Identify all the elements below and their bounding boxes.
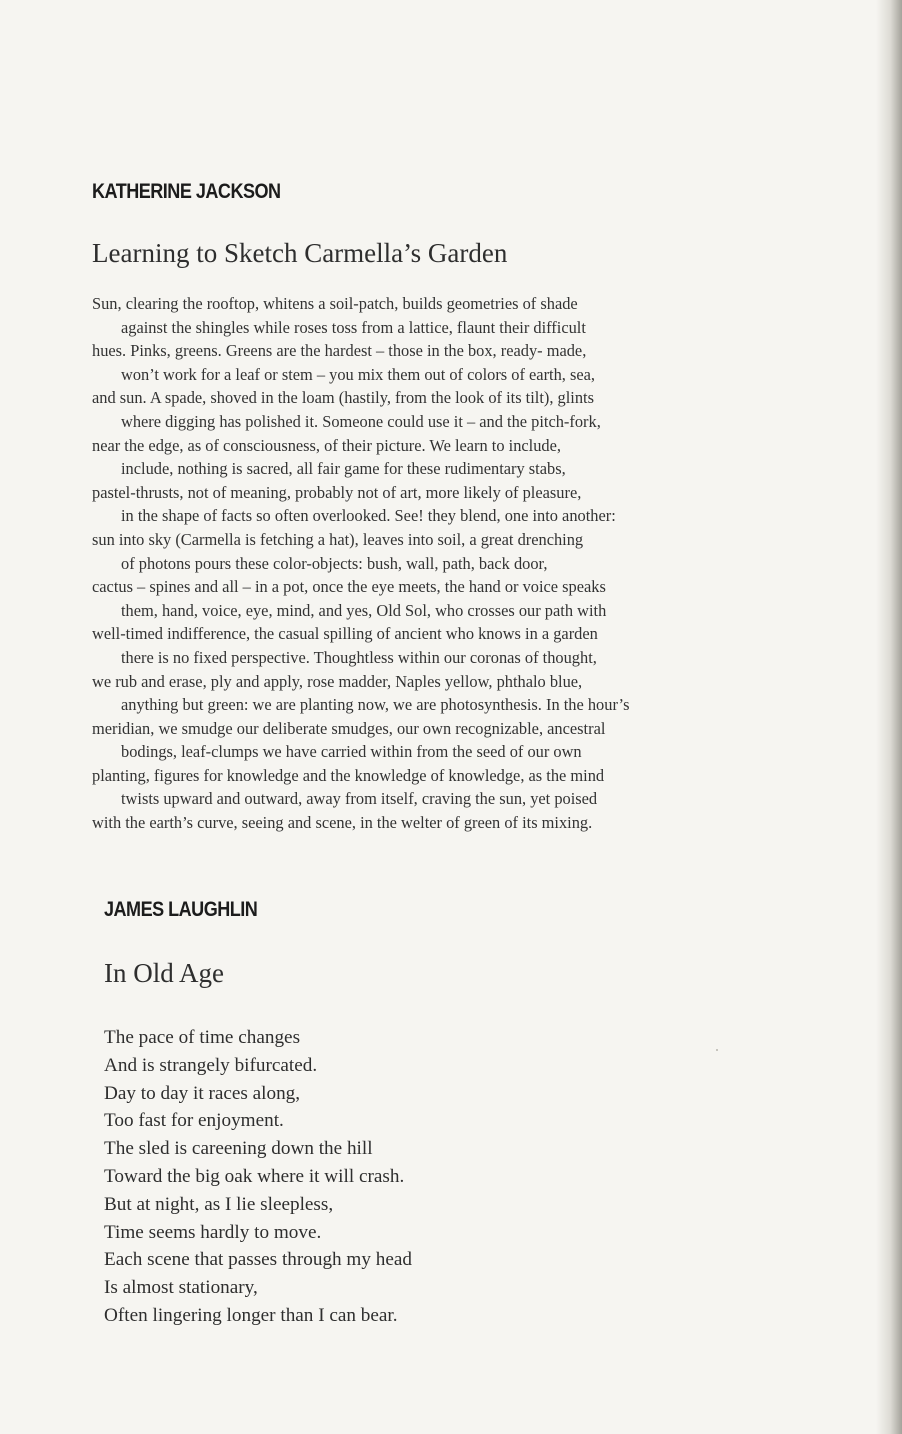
poem-line: we rub and erase, ply and apply, rose madder, Naples yellow, phthalo blue, <box>92 671 583 691</box>
poem-line: and sun. A spade, shoved in the loam (hastily, from the look of its tilt), glints <box>92 388 594 408</box>
poem-line: But at night, as I lie sleepless, <box>104 1193 334 1215</box>
poem-line: in the shape of facts so often overlooked. See! they blend, one into another: <box>121 506 616 526</box>
poem-line: sun into sky (Carmella is fetching a hat), leaves into soil, a great drenching <box>92 529 584 549</box>
poem-line: Sun, clearing the rooftop, whitens a soil-patch, builds geometries of shade <box>92 294 578 313</box>
poem-line: planting, figures for knowledge and the knowledge of knowledge, as the mind <box>92 765 605 785</box>
poem-line: won’t work for a leaf or stem – you mix them out of colors of earth, sea, <box>121 364 595 384</box>
poem-line: cactus – spines and all – in a pot, once the eye meets, the hand or voice speaks <box>92 577 606 597</box>
poem-author: KATHERINE JACKSON <box>92 180 281 203</box>
poem-body <box>104 1024 412 1330</box>
poem-line: with the earth’s curve, seeing and scene, in the welter of green of its mixing. <box>92 813 593 833</box>
poem-line: them, hand, voice, eye, mind, and yes, Old Sol, who crosses our path with <box>121 600 607 620</box>
poem-line: hues. Pinks, greens. Greens are the hardest – those in the box, ready- made, <box>92 341 587 361</box>
poem-line: pastel-thrusts, not of meaning, probably not of art, more likely of pleasure, <box>92 482 582 502</box>
poem-line: Day to day it races along, <box>104 1082 301 1104</box>
poem-line: near the edge, as of consciousness, of their picture. We learn to include, <box>92 435 561 455</box>
poem-line: meridian, we smudge our deliberate smudges, our own recognizable, ancestral <box>92 718 606 738</box>
poem-line: The pace of time changes <box>104 1027 301 1048</box>
poem-line: against the shingles while roses toss from a lattice, flaunt their difficult <box>121 317 586 337</box>
poem-title: Learning to Sketch Carmella’s Garden <box>92 238 508 268</box>
paper-speck <box>716 1049 718 1051</box>
poem-line: twists upward and outward, away from itself, craving the sun, yet poised <box>121 789 598 809</box>
poem-line: Each scene that passes through my head <box>104 1249 412 1271</box>
poem-line: well-timed indifference, the casual spilling of ancient who knows in a garden <box>92 624 598 644</box>
page-edge-shadow <box>876 0 902 1434</box>
poem-line: there is no fixed perspective. Thoughtless within our coronas of thought, <box>121 647 597 667</box>
poem-line: The sled is careening down the hill <box>104 1138 373 1160</box>
poem-line: And is strangely bifurcated. <box>104 1054 318 1076</box>
poem-title: In Old Age <box>104 958 224 988</box>
poem-line: anything but green: we are planting now, we are photosynthesis. In the hour’s <box>121 695 630 715</box>
poem-line: include, nothing is sacred, all fair game for these rudimentary stabs, <box>121 459 566 479</box>
poem-author: JAMES LAUGHLIN <box>104 898 258 921</box>
poem-line: Too fast for enjoyment. <box>104 1110 284 1132</box>
poem-line: bodings, leaf-clumps we have carried within from the seed of our own <box>121 742 582 762</box>
poem-line: Often lingering longer than I can bear. <box>104 1304 398 1326</box>
poem-line: Toward the big oak where it will crash. <box>104 1165 405 1187</box>
poem-line: Time seems hardly to move. <box>104 1221 322 1243</box>
poem-line: Is almost stationary, <box>104 1277 258 1299</box>
poem-line: where digging has polished it. Someone could use it – and the pitch-fork, <box>121 411 601 431</box>
poem-body <box>92 292 852 835</box>
poem-line: of photons pours these color-objects: bush, wall, path, back door, <box>121 553 548 573</box>
